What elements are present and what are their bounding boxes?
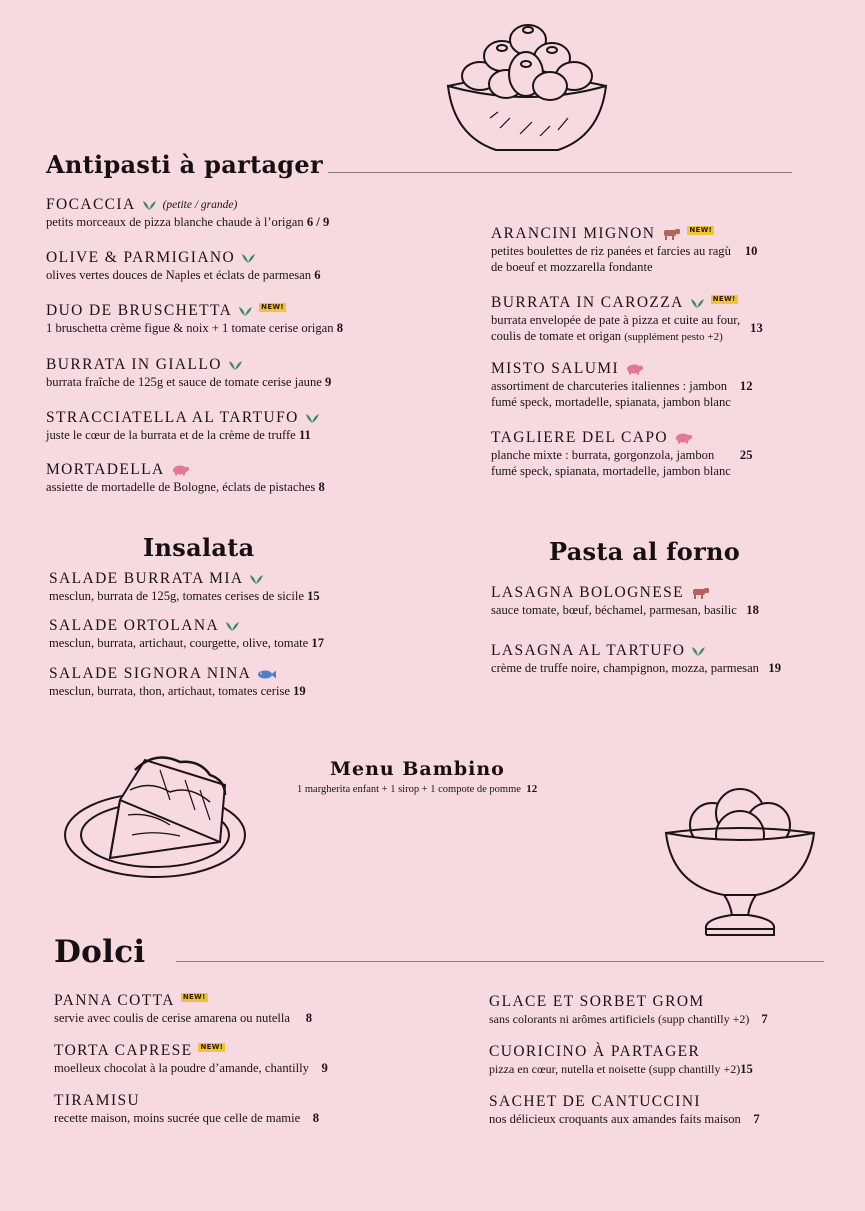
menu-item-focaccia (46, 196, 329, 230)
leaf-icon (249, 574, 264, 585)
item-price: 7 (761, 1012, 768, 1026)
menu-item-glace-sorbet-grom (489, 993, 768, 1027)
item-desc: olives vertes douces de Naples et éclats de parmesan (46, 268, 312, 282)
item-desc: mesclun, burrata de 125g, tomates cerises de sicile (49, 589, 304, 603)
new-badge: NEW! (712, 294, 736, 303)
item-name: SACHET DE CANTUCCINI (489, 1093, 701, 1110)
item-price: 10 (744, 244, 758, 258)
new-badge: NEW! (200, 1042, 224, 1051)
item-desc: servie avec coulis de cerise amarena ou nutella (54, 1011, 291, 1025)
pig-icon (625, 363, 644, 375)
item-price: 9 (325, 375, 332, 389)
menu-item-lasagna-al-tartufo (491, 642, 781, 676)
item-desc: pizza en cœur, nutella et noisette (supp chantilly +2) (489, 1062, 741, 1076)
leaf-icon (228, 360, 243, 371)
menu-item-salade-ortolana (49, 617, 324, 651)
item-desc-line: coulis de tomate et origan (491, 329, 622, 343)
menu-item-cuoricino (489, 1043, 753, 1077)
cow-icon (690, 587, 710, 599)
menu-item-salade-signora-nina (49, 665, 306, 699)
menu-item-lasagna-bolognese (491, 584, 759, 618)
item-price: 8 (305, 1011, 313, 1025)
item-name: TAGLIERE DEL CAPO (491, 429, 668, 446)
menu-item-tagliere-del-capo (491, 429, 753, 479)
insalata-title: Insalata (143, 533, 255, 562)
item-name: ARANCINI MIGNON (491, 225, 656, 242)
menu-item-salade-burrata-mia (49, 570, 320, 604)
item-price: 25 (739, 448, 753, 462)
pasta-title: Pasta al forno (549, 537, 741, 566)
menu-item-misto-salumi (491, 360, 753, 410)
menu-item-olive-parmigiano (46, 249, 321, 283)
item-name: TIRAMISU (54, 1092, 141, 1109)
pig-icon (171, 464, 190, 476)
item-desc: crème de truffe noire, champignon, mozza, parmesan (491, 661, 759, 675)
antipasti-divider (328, 172, 792, 173)
cow-icon (661, 228, 681, 240)
item-desc: juste le cœur de la burrata et de la crème de truffe (46, 428, 296, 442)
leaf-icon (690, 298, 705, 309)
antipasti-title: Antipasti à partager (46, 150, 323, 179)
item-desc: mesclun, burrata, artichaut, courgette, olive, tomate (49, 636, 309, 650)
item-desc-line: burrata envelopée de pate à pizza et cuite au four, (491, 313, 741, 327)
item-price: 18 (746, 603, 759, 617)
item-name: PANNA COTTA (54, 992, 175, 1009)
item-desc: mesclun, burrata, thon, artichaut, tomates cerise (49, 684, 290, 698)
item-desc: sans colorants ni arômes artificiels (supp chantilly +2) (489, 1012, 750, 1026)
leaf-icon (142, 200, 157, 211)
fish-icon (257, 669, 277, 680)
item-desc-line: fumé speck, mortadelle, spianata, jambon blanc (491, 395, 731, 409)
olive-bowl-illustration (440, 18, 615, 158)
item-desc: moelleux chocolat à la poudre d’amande, chantilly (54, 1061, 309, 1075)
item-price: 15 (740, 1062, 753, 1076)
menu-item-burrata-in-carozza (491, 294, 763, 345)
item-desc: 1 bruschetta crème figue & noix + 1 tomate cerise origan (46, 321, 334, 335)
menu-item-torta-caprese (54, 1042, 328, 1076)
item-name: SALADE ORTOLANA (49, 617, 220, 634)
new-badge: NEW! (182, 992, 206, 1001)
bambino-desc: 1 margherita enfant + 1 sirop + 1 compote de pomme (297, 784, 521, 795)
menu-item-panna-cotta (54, 992, 312, 1026)
new-badge: NEW! (261, 302, 284, 311)
item-desc: recette maison, moins sucrée que celle de mamie (54, 1111, 301, 1125)
item-name: MISTO SALUMI (491, 360, 620, 377)
item-desc-line: de boeuf et mozzarella fondante (491, 260, 653, 274)
item-desc-line: petites boulettes de riz panées et farcies au ragù (491, 244, 731, 258)
item-name: LASAGNA BOLOGNESE (491, 584, 685, 601)
item-desc-line: assortiment de charcuteries italiennes : jambon (491, 379, 728, 393)
item-desc-line: planche mixte : burrata, gorgonzola, jambon (491, 448, 715, 462)
menu-item-burrata-in-giallo (46, 356, 331, 390)
item-price: 6 / 9 (306, 215, 330, 229)
item-price: 9 (321, 1061, 328, 1075)
pie-slice-illustration (60, 740, 250, 880)
leaf-icon (225, 621, 240, 632)
item-price: 19 (293, 684, 306, 698)
item-name: MORTADELLA (46, 461, 165, 478)
item-price: 7 (753, 1112, 760, 1126)
dolci-title: Dolci (54, 934, 146, 970)
menu-item-mortadella (46, 461, 325, 495)
item-price: 13 (750, 321, 763, 335)
item-price: 17 (311, 636, 324, 650)
item-name: CUORICINO À PARTAGER (489, 1043, 701, 1060)
leaf-icon (305, 413, 320, 424)
new-badge: NEW! (689, 225, 713, 234)
menu-item-sachet-cantuccini (489, 1093, 760, 1127)
bambino-price: 12 (526, 783, 538, 795)
bambino-title: Menu Bambino (330, 758, 505, 780)
item-extra: (supplément pesto +2) (624, 331, 723, 343)
item-note: (petite / grande) (162, 199, 238, 211)
item-price: 19 (768, 661, 782, 675)
item-desc: nos délicieux croquants aux amandes faits maison (489, 1112, 741, 1126)
item-price: 8 (312, 1111, 320, 1125)
menu-item-stracciatella (46, 409, 320, 443)
item-name: STRACCIATELLA AL TARTUFO (46, 409, 299, 426)
item-desc: assiette de mortadelle de Bologne, éclats de pistaches (46, 480, 316, 494)
menu-item-duo-bruschetta (46, 302, 343, 336)
dolci-divider (176, 961, 824, 962)
item-name: LASAGNA AL TARTUFO (491, 642, 686, 659)
ice-cream-bowl-illustration (660, 785, 820, 945)
item-name: SALADE BURRATA MIA (49, 570, 244, 587)
item-name: OLIVE & PARMIGIANO (46, 249, 236, 266)
item-name: SALADE SIGNORA NINA (49, 665, 252, 682)
leaf-icon (241, 253, 256, 264)
leaf-icon (691, 646, 706, 657)
item-desc: burrata fraîche de 125g et sauce de tomate cerise jaune (46, 375, 322, 389)
item-name: FOCACCIA (46, 196, 136, 213)
menu-item-arancini-mignon (491, 225, 757, 275)
bambino-desc-row (297, 783, 537, 795)
item-name: BURRATA IN CAROZZA (491, 294, 684, 311)
menu-item-tiramisu (54, 1092, 319, 1126)
item-name: DUO DE BRUSCHETTA (46, 302, 233, 319)
item-price: 15 (307, 589, 320, 603)
leaf-icon (238, 306, 253, 317)
item-desc-line: fumé speck, spianata, mortadelle, jambon blanc (491, 464, 731, 478)
item-price: 8 (336, 321, 344, 335)
item-desc: sauce tomate, bœuf, béchamel, parmesan, basilic (491, 603, 737, 617)
item-desc: petits morceaux de pizza blanche chaude à l’origan (46, 215, 304, 229)
item-name: TORTA CAPRESE (54, 1042, 193, 1059)
item-name: GLACE ET SORBET GROM (489, 993, 705, 1010)
item-price: 12 (739, 379, 753, 393)
item-name: BURRATA IN GIALLO (46, 356, 222, 373)
item-price: 11 (298, 428, 311, 442)
pig-icon (674, 432, 693, 444)
item-price: 8 (318, 480, 325, 494)
item-price: 6 (314, 268, 321, 282)
